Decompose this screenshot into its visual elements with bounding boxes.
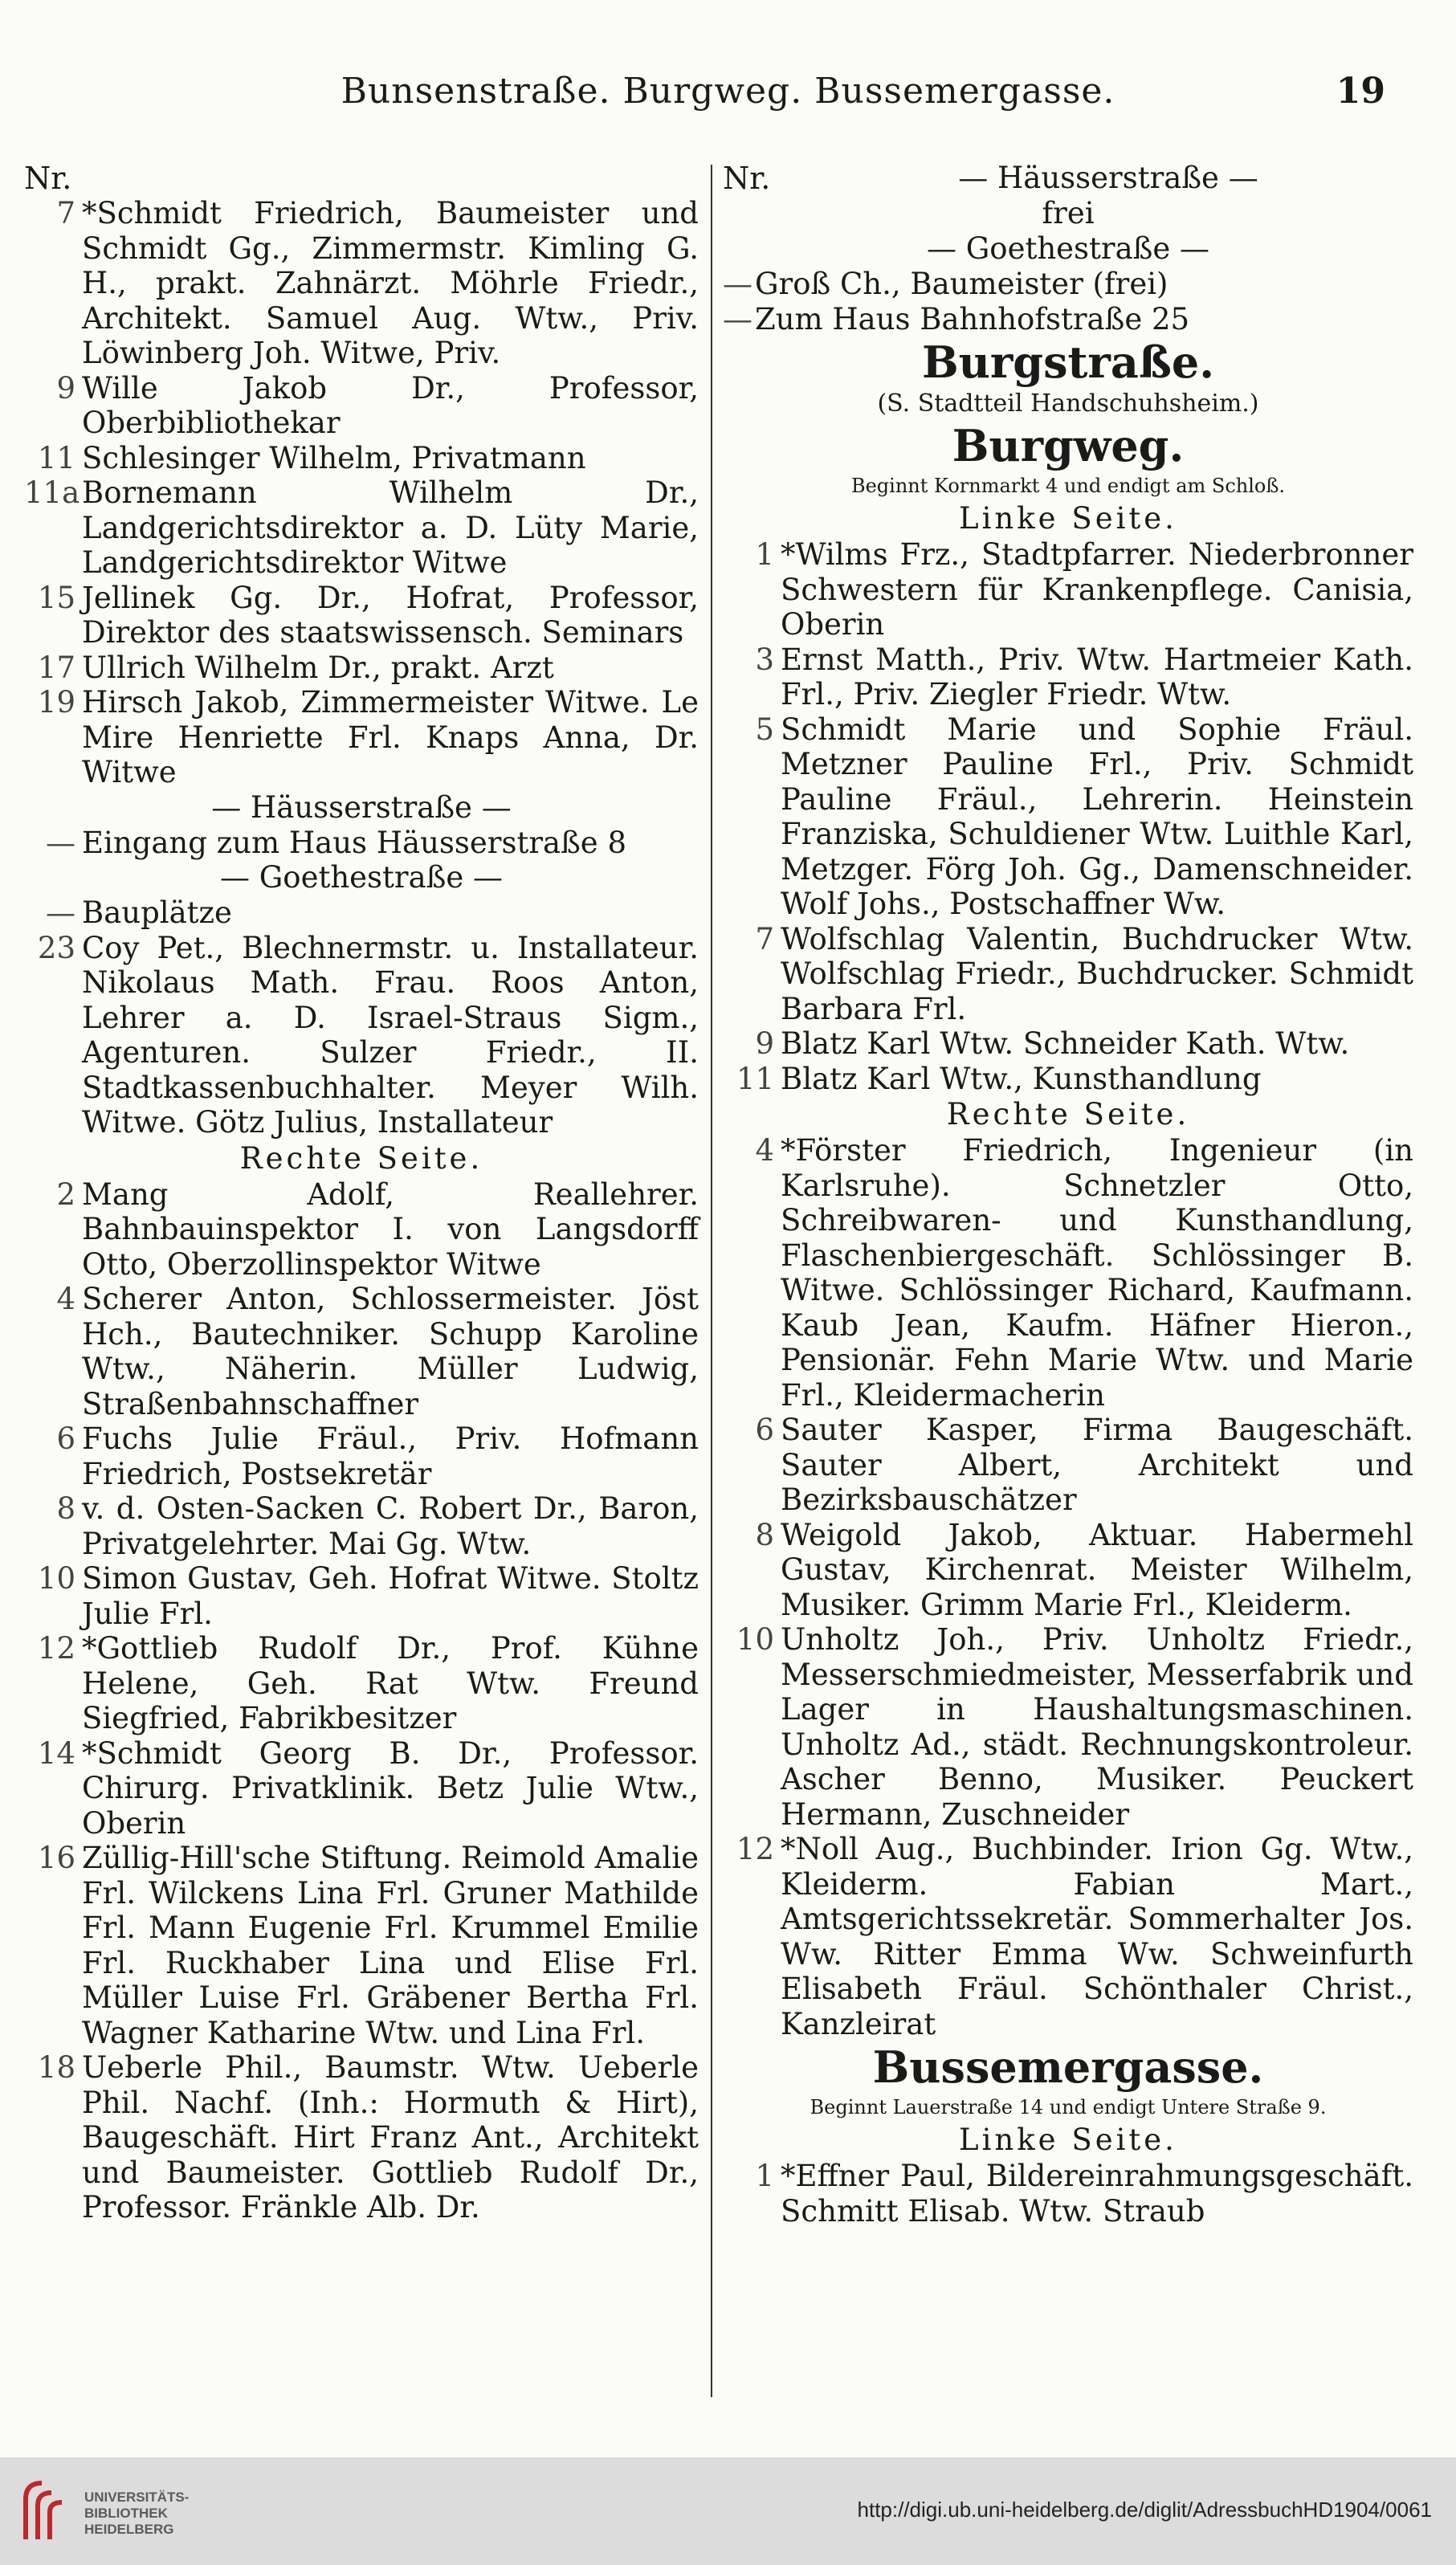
entry-text: *Schmidt Georg B. Dr., Professor. Chirurg. Privatklinik. Betz Julie Wtw., Oberin — [82, 1735, 699, 1841]
street-heading: Burgweg. — [952, 420, 1185, 471]
column-divider — [711, 165, 712, 2397]
list-item — [24, 1177, 699, 1282]
street-note: Beginnt Kornmarkt 4 und endigt am Schloß. — [850, 475, 1286, 497]
entry-text: *Gottlieb Rudolf Dr., Prof. Kühne Helene, Geh. Rat Wtw. Freund Siegfried, Fabrikbesitzer — [82, 1631, 699, 1735]
list-item — [723, 267, 1413, 302]
entry-list — [723, 2159, 1413, 2229]
house-number: 18 — [37, 2050, 75, 2085]
house-number: 9 — [755, 1026, 774, 1061]
list-item — [24, 1561, 699, 1631]
list-item — [24, 1491, 699, 1561]
list-item — [24, 1282, 699, 1421]
house-number: 12 — [37, 1631, 75, 1666]
list-item — [24, 685, 699, 790]
house-number: 6 — [56, 1421, 75, 1456]
top-line-row — [723, 161, 1413, 196]
house-number: 12 — [736, 1832, 774, 1866]
house-number: — — [723, 267, 752, 301]
house-number: 11 — [37, 440, 75, 475]
house-number: 1 — [755, 2159, 774, 2193]
entry-text: Schlesinger Wilhelm, Privatmann — [82, 440, 586, 475]
house-number: 19 — [37, 685, 75, 720]
running-head — [0, 71, 1456, 119]
entry-text: *Noll Aug., Buchbinder. Irion Gg. Wtw., Kleiderm. Fabian Mart., Amtsgerichtssekretär. Sommerhalter Jos. Ww. Ritter Emma Ww. Schweinfurth Elisabeth Fräul. Schönthaler Christ., Kanzleirat — [781, 1832, 1413, 2041]
list-item — [723, 1062, 1413, 1097]
house-number: 7 — [56, 196, 75, 230]
entry-text: Ullrich Wilhelm Dr., prakt. Arzt — [82, 650, 554, 685]
entry-list — [24, 931, 699, 1140]
entry-text: Blatz Karl Wtw. Schneider Kath. Wtw. — [781, 1026, 1350, 1061]
cross-street: — Häusserstraße — — [958, 161, 1258, 195]
cross-street: — Goethestraße — — [926, 231, 1210, 266]
house-number: 1 — [755, 537, 774, 572]
house-number: 23 — [37, 930, 75, 965]
list-item — [24, 1736, 699, 1841]
entry-text: Coy Pet., Blechnermstr. u. Installateur. Nikolaus Math. Frau. Roos Anton, Lehrer a. D. Israel-Straus Sigm., Agenturen. Sulzer Friedr., II. Stadtkassenbuchhalter. Meyer Wilh. Witwe. Götz Julius, Installateur — [82, 930, 699, 1140]
library-name-line: UNIVERSITÄTS- — [84, 2490, 190, 2505]
street-note: (S. Stadtteil Handschuhsheim.) — [877, 389, 1259, 418]
entry-text: Blatz Karl Wtw., Kunsthandlung — [781, 1061, 1262, 1096]
house-number: 14 — [37, 1735, 75, 1771]
entry-text: Mang Adolf, Reallehrer. Bahnbauinspektor I. von Langsdorff Otto, Oberzollinspektor Witwe — [82, 1176, 699, 1282]
house-number: 6 — [755, 1413, 774, 1447]
entry-text: *Förster Friedrich, Ingenieur (in Karlsruhe). Schnetzler Otto, Schreibwaren- und Kunsthandlung, Flaschenbiergeschäft. Schlössinger B. Witwe. Schlössinger Richard, Kaufmann. Kaub Jean, Kaufm. Häfner Hieron., Pensionär. Fehn Marie Wtw. und Marie Frl., Kleidermacherin — [781, 1133, 1413, 1413]
entry-list — [723, 1133, 1413, 2041]
list-item — [723, 2159, 1413, 2229]
house-number: 4 — [56, 1282, 75, 1316]
entry-text: Eingang zum Haus Häusserstraße 8 — [82, 825, 626, 860]
street-heading: Bussemergasse. — [872, 2041, 1264, 2093]
house-number: — — [46, 895, 75, 930]
house-number: 11 — [736, 1061, 774, 1096]
entry-text: *Wilms Frz., Stadtpfarrer. Niederbronner Schwestern für Krankenpflege. Canisia, Oberin — [781, 537, 1413, 642]
entry-text: Groß Ch., Baumeister (frei) — [755, 267, 1168, 301]
list-item — [24, 895, 699, 931]
house-number: 16 — [37, 1841, 75, 1875]
nr-label: Nr. — [24, 161, 72, 196]
side-label: Rechte Seite. — [946, 1097, 1190, 1132]
cross-street: — Goethestraße — — [219, 860, 504, 895]
house-number: 9 — [56, 370, 75, 406]
list-item — [24, 475, 699, 581]
house-number: 8 — [56, 1491, 75, 1526]
house-number: 7 — [755, 921, 774, 956]
list-item — [723, 1622, 1413, 1832]
library-name — [84, 2490, 189, 2538]
entry-list — [24, 196, 699, 790]
list-item — [723, 1413, 1413, 1518]
library-name-line: BIBLIOTHEK — [84, 2506, 168, 2521]
list-item — [723, 712, 1413, 922]
street-heading: Burgstraße. — [921, 336, 1215, 388]
side-label: Rechte Seite. — [239, 1140, 483, 1176]
right-column — [723, 161, 1413, 2229]
entry-text: Jellinek Gg. Dr., Hofrat, Professor, Direktor des staatswissensch. Seminars — [82, 580, 699, 650]
page-number: 19 — [1336, 71, 1385, 112]
entry-list — [723, 537, 1413, 1096]
list-item — [24, 826, 699, 861]
list-item — [723, 1026, 1413, 1062]
list-item — [24, 931, 699, 1140]
entry-text: Scherer Anton, Schlossermeister. Jöst Hch., Bautechniker. Schupp Karoline Wtw., Näherin. Müller Ludwig, Straßenbahnschaffner — [82, 1282, 699, 1421]
entry-text: v. d. Osten-Sacken C. Robert Dr., Baron, Privatgelehrter. Mai Gg. Wtw. — [82, 1491, 699, 1561]
source-url-link[interactable]: http://digi.ub.uni-heidelberg.de/diglit/AdressbuchHD1904/0061 — [857, 2498, 1432, 2522]
entry-text: Züllig-Hill'sche Stiftung. Reimold Amalie Frl. Wilckens Lina Frl. Gruner Mathilde Frl. Mann Eugenie Frl. Krummel Emilie Frl. Ruckhaber Lina und Elise Frl. Müller Luise Frl. Gräbener Bertha Frl. Wagner Katharine Wtw. und Lina Frl. — [82, 1841, 699, 2050]
house-number: 17 — [37, 650, 75, 685]
list-item — [723, 1832, 1413, 2041]
entry-text: Fuchs Julie Fräul., Priv. Hofmann Friedrich, Postsekretär — [82, 1421, 699, 1491]
house-number: — — [46, 825, 75, 860]
list-item — [24, 2050, 699, 2225]
street-note: Beginnt Lauerstraße 14 und endigt Untere Straße 9. — [810, 2096, 1327, 2118]
house-number: 11a — [24, 475, 80, 510]
list-item — [723, 537, 1413, 642]
left-column — [24, 161, 699, 2225]
list-item — [24, 581, 699, 650]
cross-street: — Häusserstraße — — [211, 789, 512, 825]
nr-label: Nr. — [723, 161, 771, 196]
entry-text: Schmidt Marie und Sophie Fräul. Metzner Pauline Frl., Priv. Schmidt Pauline Fräul., Lehrerin. Heinstein Franziska, Schuldiener Wtw. Luithle Karl, Metzger. Förg Joh. Gg., Damenschneider. Wolf Johs., Postschaffner Ww. — [781, 712, 1413, 921]
library-logo-icon — [18, 2475, 74, 2547]
entry-text: Ernst Matth., Priv. Wtw. Hartmeier Kath. Frl., Priv. Ziegler Friedr. Wtw. — [781, 642, 1413, 712]
entry-text: Bornemann Wilhelm Dr., Landgerichtsdirektor a. D. Lüty Marie, Landgerichtsdirektor Witwe — [82, 475, 699, 580]
entry-text: Ueberle Phil., Baumstr. Wtw. Ueberle Phil. Nachf. (Inh.: Hormuth & Hirt), Baugeschäft. Hirt Franz Ant., Architekt und Baumeister. Gottlieb Rudolf Dr., Professor. Fränkle Alb. Dr. — [82, 2050, 699, 2224]
entry-list — [24, 1177, 699, 2225]
entry-text: Bauplätze — [82, 895, 232, 930]
house-number: 10 — [37, 1561, 75, 1596]
house-number: 3 — [755, 642, 774, 677]
entry-text: *Schmidt Friedrich, Baumeister und Schmidt Gg., Zimmermstr. Kimling G. H., prakt. Zahnärzt. Möhrle Friedr., Architekt. Samuel Aug. Wtw., Priv. Löwinberg Joh. Witwe, Priv. — [82, 196, 699, 370]
library-name-line: HEIDELBERG — [84, 2522, 174, 2537]
entry-text: *Effner Paul, Bildereinrahmungsgeschäft. Schmitt Elisab. Wtw. Straub — [781, 2159, 1413, 2229]
entry-text: Sauter Kasper, Firma Baugeschäft. Sauter Albert, Architekt und Bezirksbauschätzer — [781, 1413, 1413, 1517]
list-item — [24, 1631, 699, 1736]
house-number: — — [723, 301, 752, 336]
entry-text: Simon Gustav, Geh. Hofrat Witwe. Stoltz Julie Frl. — [82, 1561, 699, 1631]
list-item — [723, 302, 1413, 337]
list-item — [723, 642, 1413, 712]
list-item — [24, 1841, 699, 2050]
side-label: Linke Seite. — [959, 2123, 1177, 2157]
entry-text: Hirsch Jakob, Zimmermeister Witwe. Le Mire Henriette Frl. Knaps Anna, Dr. Witwe — [82, 685, 699, 789]
house-number: 8 — [755, 1517, 774, 1552]
house-number: 4 — [755, 1133, 774, 1168]
entry-text: Zum Haus Bahnhofstraße 25 — [755, 301, 1190, 336]
list-item — [723, 922, 1413, 1027]
entry-text: Wille Jakob Dr., Professor, Oberbibliothekar — [82, 370, 699, 440]
house-number: 15 — [37, 580, 75, 615]
list-item — [24, 1421, 699, 1491]
list-item — [24, 371, 699, 441]
entry-text: Unholtz Joh., Priv. Unholtz Friedr., Messerschmiedmeister, Messerfabrik und Lager in Haushaltungsmaschinen. Unholtz Ad., städt. Rechnungskontroleur. Ascher Benno, Musiker. Peuckert Hermann, Zuschneider — [781, 1622, 1413, 1832]
house-number: 5 — [755, 712, 774, 747]
list-item — [24, 650, 699, 686]
side-label: Linke Seite. — [959, 501, 1177, 536]
page-title: Bunsenstraße. Burgweg. Bussemergasse. — [341, 71, 1115, 112]
status-text: frei — [1042, 196, 1095, 230]
list-item — [24, 196, 699, 371]
library-footer — [0, 2457, 1456, 2565]
list-item — [723, 1133, 1413, 1413]
house-number: 2 — [56, 1176, 75, 1212]
entry-text: Weigold Jakob, Aktuar. Habermehl Gustav, Kirchenrat. Meister Wilhelm, Musiker. Grimm Marie Frl., Kleiderm. — [781, 1517, 1413, 1622]
list-item — [24, 441, 699, 476]
house-number: 10 — [736, 1622, 774, 1657]
entry-text: Wolfschlag Valentin, Buchdrucker Wtw. Wolfschlag Friedr., Buchdrucker. Schmidt Barbara Frl. — [781, 921, 1413, 1026]
list-item — [723, 1518, 1413, 1623]
